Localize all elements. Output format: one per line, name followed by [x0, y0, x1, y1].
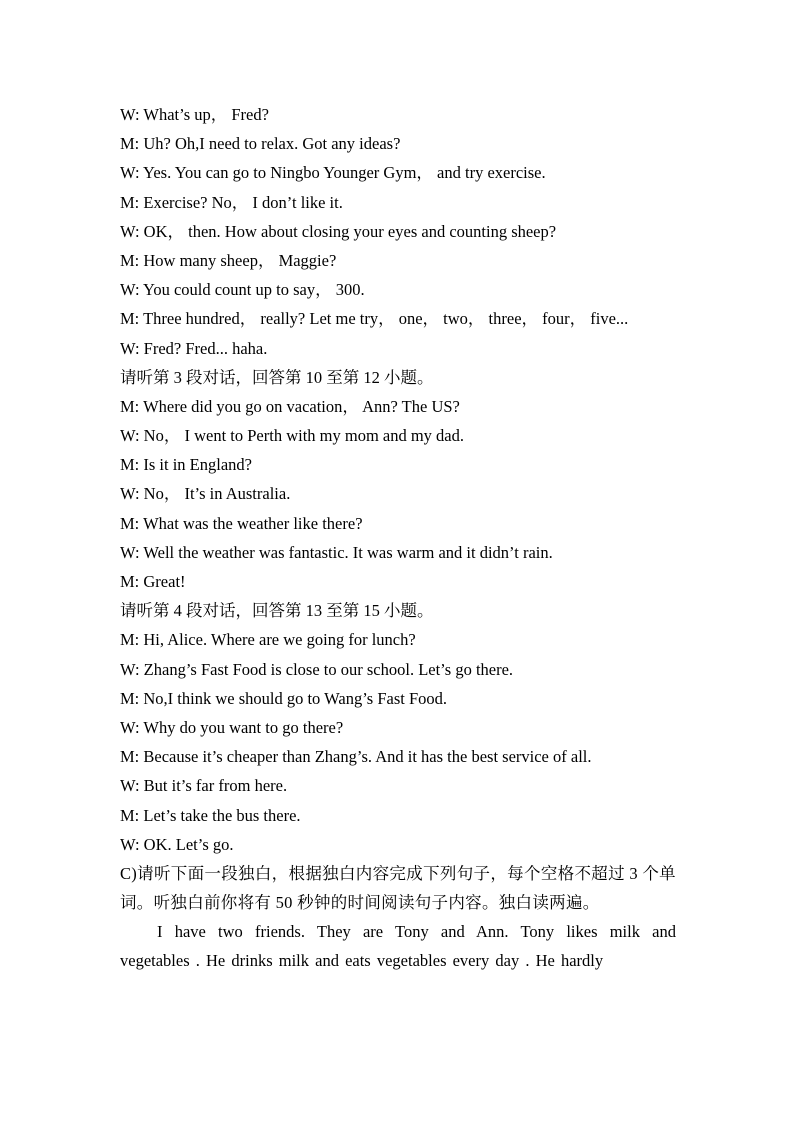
dialogue-line: W: No， I went to Perth with my mom and my dad. [120, 426, 465, 446]
dialogue-3-heading: 请听第 3 段对话，回答第 10 至第 12 小题。 [120, 367, 434, 387]
dialogue-line: W: You could count up to say， 300. [120, 280, 365, 300]
monologue-paragraph: I have two friends. They are Tony and Ann. Tony likes milk and vegetables . He drinks milk and eats vegetables every day . He hardly [120, 922, 676, 971]
dialogue-line: M: Because it’s cheaper than Zhang’s. And it has the best service of all. [120, 747, 592, 767]
section-c [120, 859, 676, 976]
section-c-instruction: C)请听下面一段独白，根据独白内容完成下列句子，每个空格不超过 3 个单词。听独白前你将有 50 秒钟的时间阅读句子内容。独白读两遍。 [120, 863, 676, 913]
dialogue-line: W: OK， then. How about closing your eyes and counting sheep? [120, 221, 557, 241]
dialogue-line: M: How many sheep， Maggie? [120, 250, 337, 270]
dialogue-line: M: Hi, Alice. Where are we going for lunch? [120, 630, 416, 650]
dialogue-line: W: Fred? Fred... haha. [120, 338, 268, 358]
dialogue-line: M: What was the weather like there? [120, 513, 363, 533]
dialogue-line: M: Where did you go on vacation， Ann? The US? [120, 396, 460, 416]
dialogue-line: W: What’s up， Fred? [120, 105, 269, 124]
dialogue-line: M: Uh? Oh,I need to relax. Got any ideas? [120, 134, 401, 154]
dialogue-line: W: Why do you want to go there? [120, 717, 344, 737]
dialogue-line: W: OK. Let’s go. [120, 834, 234, 854]
dialogue-line: W: Well the weather was fantastic. It was warm and it didn’t rain. [120, 542, 553, 562]
dialogue-line: M: Let’s take the bus there. [120, 805, 301, 825]
dialogue-4 [120, 596, 676, 859]
dialogue-3 [120, 363, 676, 597]
document-page [120, 100, 676, 976]
dialogue-line: M: Exercise? No， I don’t like it. [120, 192, 343, 212]
dialogue-line: M: Great! [120, 572, 186, 591]
dialogue-line: M: No,I think we should go to Wang’s Fast Food. [120, 688, 448, 708]
dialogue-line: M: Three hundred， really? Let me try， one， two， three， four， five... [120, 309, 629, 329]
dialogue-4-heading: 请听第 4 段对话，回答第 13 至第 15 小题。 [120, 601, 434, 621]
dialogue-2-tail [120, 100, 676, 363]
dialogue-line: W: No， It’s in Australia. [120, 484, 291, 504]
dialogue-line: W: But it’s far from here. [120, 776, 288, 796]
dialogue-line: W: Yes. You can go to Ningbo Younger Gym， and try exercise. [120, 163, 546, 183]
dialogue-line: W: Zhang’s Fast Food is close to our school. Let’s go there. [120, 659, 514, 679]
dialogue-line: M: Is it in England? [120, 455, 252, 475]
